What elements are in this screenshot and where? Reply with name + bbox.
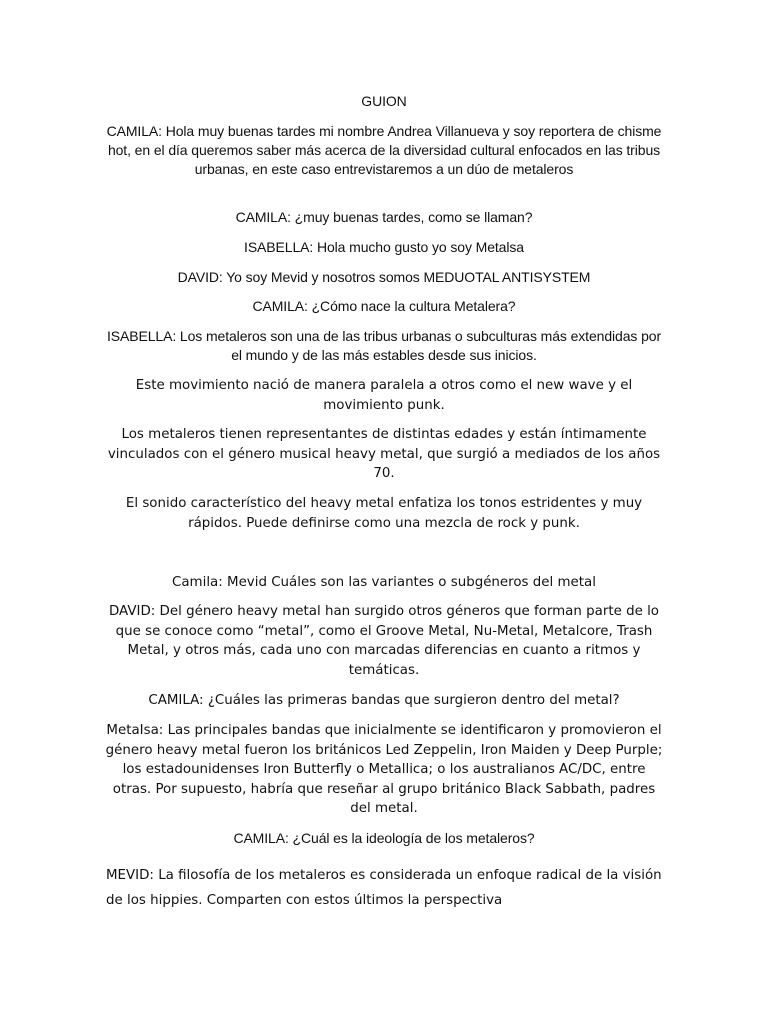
paragraph-representatives: Los metaleros tienen representantes de distintas edades y están íntimamente vinculados con el género musical heavy metal, que surgió a mediados de los años 70. [107,427,661,481]
paragraph-david-answer: DAVID: Del género heavy metal han surgido otros géneros que forman parte de lo que se conoce como “metal”, como el Groove Metal, Nu-Metal, Metalcore, Trash Metal, y otros más, cada uno con marcadas diferencias en cuanto a ritmos y temáticas. [108,604,659,678]
paragraph-camila-question-2: Camila: Mevid Cuáles son las variantes o subgéneros del metal [172,575,596,590]
paragraph-metaisa-answer: MetaIsa: Las principales bandas que inicialmente se identificaron y promovieron el género heavy metal fueron los británicos Led Zeppelin, Iron Maiden y Deep Purple; los estadounidenses Iron Butterfly o Metallica; o los australianos AC/DC, entre otras. Por supuesto, habría que reseñar al grupo británico Black Sabbath, padres del metal. [105,723,663,816]
paragraph-david-intro: DAVID: Yo soy Mevid y nosotros somos MEDUOTAL ANTISYSTEM [177,269,591,285]
paragraph-camila-question-3: CAMILA: ¿Cuáles las primeras bandas que surgieron dentro del metal? [148,693,620,708]
paragraph-isabella-answer-1: ISABELLA: Los metaleros son una de las tribus urbanas o subculturas más extendidas por el mundo y de las más estables desde sus inicios. [106,328,662,363]
paragraph-mevid-answer: MEVID: La filosofía de los metaleros es considerada un enfoque radical de la visión de los hippies. Comparten con estos últimos la perspectiva [106,868,662,908]
paragraph-isabella-greeting: ISABELLA: Hola mucho gusto yo soy Metalsa [244,239,524,255]
document-title: GUION [361,93,407,109]
paragraph-camila-question-4: CAMILA: ¿Cuál es la ideología de los metaleros? [233,830,535,846]
paragraph-movement: Este movimiento nació de manera paralela a otros como el new wave y el movimiento punk. [135,378,633,413]
paragraph-camila-intro: CAMILA: Hola muy buenas tardes mi nombre Andrea Villanueva y soy reportera de chisme hot, en el día queremos saber más acerca de la diversidad cultural enfocados en las tribus urbanas, en este caso entrevistaremos a un dúo de metaleros [106,123,662,177]
paragraph-camila-question-1: CAMILA: ¿Cómo nace la cultura Metalera? [252,298,516,314]
paragraph-camila-greeting: CAMILA: ¿muy buenas tardes, como se llaman? [235,209,533,225]
paragraph-sound: El sonido característico del heavy metal enfatiza los tonos estridentes y muy rápidos. Puede definirse como una mezcla de rock y punk. [125,496,643,531]
